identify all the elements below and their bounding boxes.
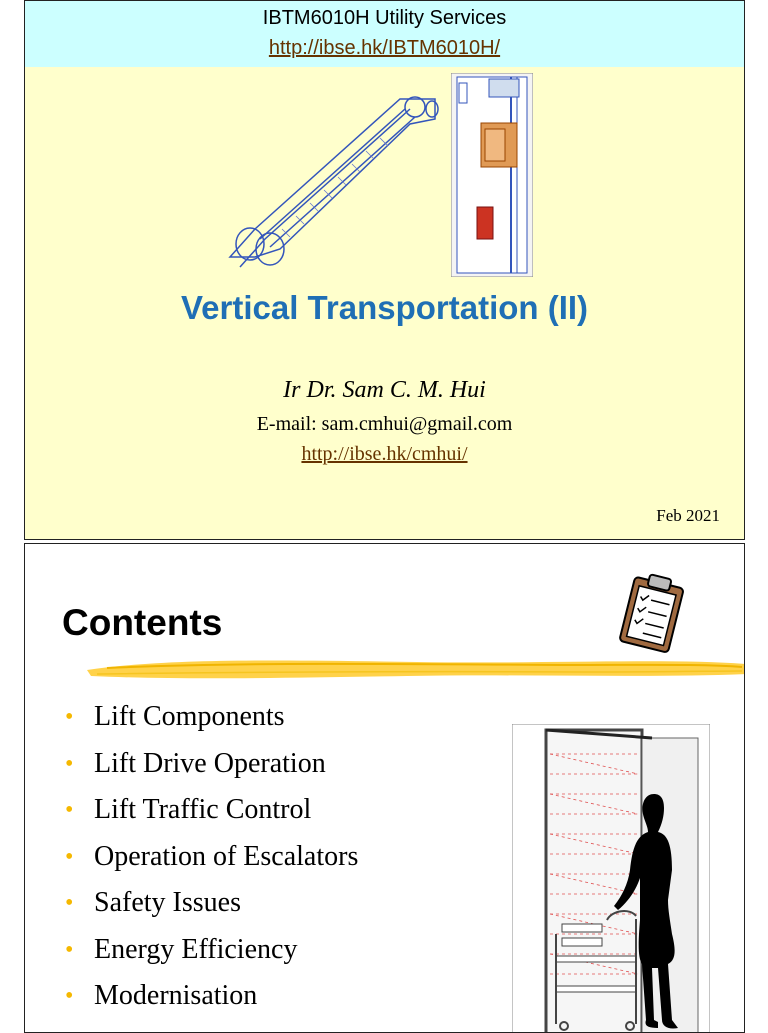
list-item: • Operation of Escalators bbox=[65, 840, 359, 872]
contents-list bbox=[62, 694, 358, 1020]
course-header bbox=[25, 1, 744, 67]
lift-light-curtain-illustration bbox=[512, 724, 710, 1033]
course-link[interactable]: http://ibse.hk/IBTM6010H/ bbox=[268, 37, 501, 59]
list-item: • Modernisation bbox=[65, 980, 258, 1011]
list-item: • Energy Efficiency bbox=[65, 933, 298, 965]
contents-heading: Contents bbox=[62, 602, 223, 643]
presentation-date: Feb 2021 bbox=[656, 506, 720, 525]
author-name: Ir Dr. Sam C. M. Hui bbox=[283, 377, 486, 403]
course-name: IBTM6010H Utility Services bbox=[262, 7, 507, 29]
list-item: • Lift Drive Operation bbox=[65, 747, 326, 779]
author-email: E-mail: sam.cmhui@gmail.com bbox=[256, 413, 513, 435]
list-item: • Safety Issues bbox=[65, 887, 241, 918]
clipboard-icon bbox=[617, 572, 689, 654]
brush-stroke-divider bbox=[87, 652, 745, 684]
contents-slide bbox=[24, 543, 745, 1033]
title-slide bbox=[24, 0, 745, 540]
presentation-title: Vertical Transportation (II) bbox=[180, 289, 589, 326]
list-item: • Lift Traffic Control bbox=[65, 794, 312, 825]
list-item: • Lift Components bbox=[65, 701, 285, 732]
lift-shaft-illustration bbox=[451, 73, 533, 277]
escalator-illustration bbox=[210, 79, 440, 269]
author-homepage-link[interactable]: http://ibse.hk/cmhui/ bbox=[301, 443, 468, 465]
